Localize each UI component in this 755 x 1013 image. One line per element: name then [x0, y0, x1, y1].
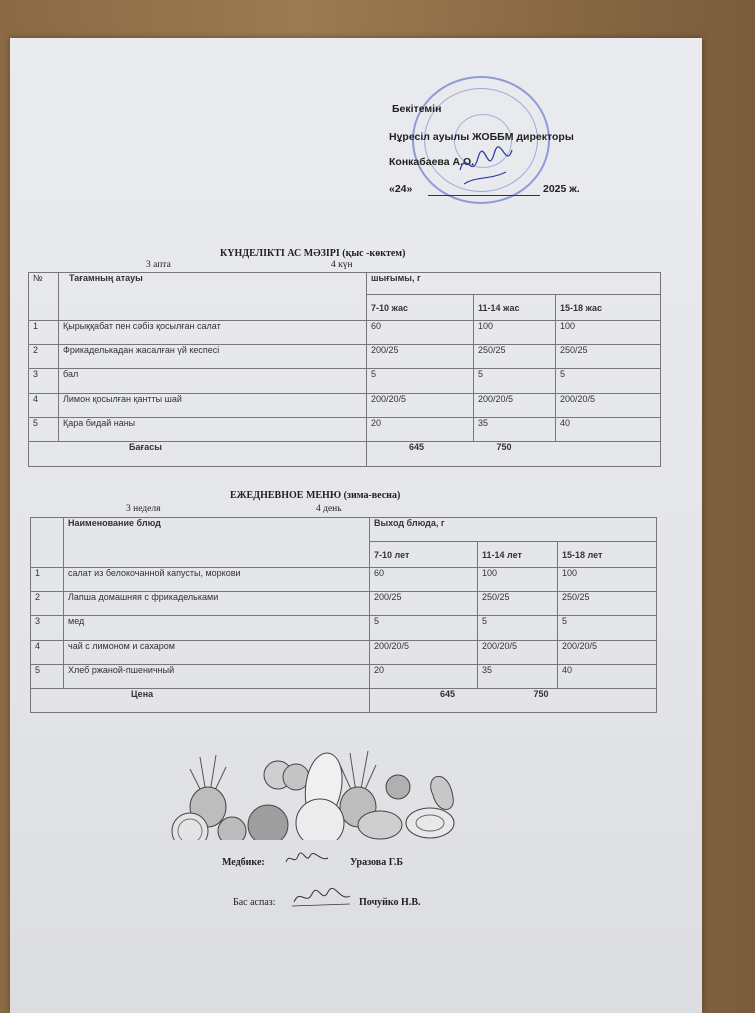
row-dish: Лимон қосылған қантты шай	[59, 394, 367, 418]
ru-menu-day: 4 день	[316, 504, 342, 514]
row-age3: 250/25	[556, 345, 661, 369]
cook-name: Почуйко Н.В.	[359, 897, 421, 908]
row-age2: 250/25	[474, 345, 556, 369]
row-age3: 5	[556, 369, 661, 394]
row-age1: 200/20/5	[370, 641, 478, 665]
row-age1: 60	[367, 321, 474, 345]
kz-price-2: 750	[496, 442, 512, 452]
table-row	[29, 345, 661, 369]
row-age2: 35	[474, 418, 556, 442]
row-age3: 250/25	[558, 592, 657, 616]
table-row	[31, 592, 657, 616]
approval-date-day: «24»	[389, 183, 413, 195]
row-age3: 100	[556, 321, 661, 345]
date-underline	[428, 195, 540, 196]
table-row	[31, 568, 657, 592]
ru-header-age1: 7-10 лет	[370, 542, 478, 568]
row-age3: 100	[558, 568, 657, 592]
row-age1: 5	[370, 616, 478, 641]
kz-menu-table	[28, 272, 661, 467]
row-age1: 5	[367, 369, 474, 394]
table-row	[29, 418, 661, 442]
row-dish: Фрикаделькадан жасалған үй кеспесі	[59, 345, 367, 369]
row-num: 4	[29, 394, 59, 418]
table-row	[29, 321, 661, 345]
row-dish: Лапша домашняя с фрикадельками	[64, 592, 370, 616]
kz-header-output: шығымы, г	[367, 273, 661, 295]
ru-menu-table	[30, 517, 657, 713]
row-num: 4	[31, 641, 64, 665]
row-num: 1	[31, 568, 64, 592]
row-dish: салат из белокочанной капусты, моркови	[64, 568, 370, 592]
ru-header-num	[31, 518, 64, 568]
kz-header-age1: 7-10 жас	[367, 295, 474, 321]
row-num: 5	[29, 418, 59, 442]
row-age1: 60	[370, 568, 478, 592]
ru-header-age2: 11-14 лет	[478, 542, 558, 568]
kz-header-age3: 15-18 жас	[556, 295, 661, 321]
row-age3: 40	[556, 418, 661, 442]
ru-price-1: 645	[440, 689, 456, 699]
kz-menu-week: 3 апта	[146, 260, 171, 270]
approval-line-3: Конкабаева А.О.	[389, 156, 475, 168]
table-row	[31, 641, 657, 665]
fruit-illustration-icon	[158, 735, 458, 840]
row-age2: 250/25	[478, 592, 558, 616]
table-row	[31, 665, 657, 689]
row-age1: 200/25	[367, 345, 474, 369]
ru-header-output: Выход блюда, г	[370, 518, 657, 542]
kz-menu-day: 4 күн	[331, 260, 353, 270]
ru-price-values	[370, 689, 657, 713]
ru-menu-title: ЕЖЕДНЕВНОЕ МЕНЮ (зима-весна)	[230, 490, 401, 501]
row-dish: Қара бидай наны	[59, 418, 367, 442]
kz-header-row	[29, 273, 661, 295]
kz-price-row	[29, 442, 661, 467]
row-age3: 200/20/5	[558, 641, 657, 665]
kz-header-age2: 11-14 жас	[474, 295, 556, 321]
row-age3: 5	[558, 616, 657, 641]
approval-year: 2025 ж.	[543, 183, 580, 195]
row-age2: 5	[474, 369, 556, 394]
ru-price-2: 750	[533, 689, 549, 699]
row-num: 3	[29, 369, 59, 394]
table-row	[31, 616, 657, 641]
cook-label: Бас аспаз:	[233, 897, 276, 908]
row-age2: 35	[478, 665, 558, 689]
row-dish: чай с лимоном и сахаром	[64, 641, 370, 665]
row-age2: 100	[478, 568, 558, 592]
row-num: 2	[29, 345, 59, 369]
row-num: 1	[29, 321, 59, 345]
kz-price-label: Бағасы	[29, 442, 367, 467]
kz-price-values	[367, 442, 661, 467]
row-num: 3	[31, 616, 64, 641]
kz-price-1: 645	[409, 442, 425, 452]
ru-price-row	[31, 689, 657, 713]
row-dish: Хлеб ржаной-пшеничный	[64, 665, 370, 689]
row-age1: 200/20/5	[367, 394, 474, 418]
row-age1: 200/25	[370, 592, 478, 616]
row-num: 5	[31, 665, 64, 689]
table-row	[29, 394, 661, 418]
kz-header-dish: Тағамның атауы	[59, 273, 367, 321]
ru-price-label: Цена	[31, 689, 370, 713]
row-dish: Қырыққабат пен сәбіз қосылған салат	[59, 321, 367, 345]
nurse-name: Уразова Г.Б	[350, 857, 404, 868]
kz-header-num: №	[29, 273, 59, 321]
row-age1: 20	[370, 665, 478, 689]
row-age3: 40	[558, 665, 657, 689]
ru-header-row	[31, 518, 657, 542]
row-age1: 20	[367, 418, 474, 442]
table-row	[29, 369, 661, 394]
ru-header-age3: 15-18 лет	[558, 542, 657, 568]
nurse-label: Медбике:	[222, 857, 265, 868]
nurse-signature-icon	[282, 848, 332, 870]
row-dish: бал	[59, 369, 367, 394]
kz-menu-title: КҮНДЕЛІКТІ АС МӘЗІРІ (қыс -көктем)	[220, 248, 406, 259]
row-age3: 200/20/5	[556, 394, 661, 418]
row-age2: 200/20/5	[474, 394, 556, 418]
cook-signature-icon	[290, 886, 354, 910]
director-signature-icon	[456, 140, 516, 190]
ru-header-dish: Наименование блюд	[64, 518, 370, 568]
ru-menu-week: 3 неделя	[126, 504, 161, 514]
row-dish: мед	[64, 616, 370, 641]
row-age2: 100	[474, 321, 556, 345]
approval-line-2: Нұресіл ауылы ЖОББМ директоры	[389, 131, 574, 143]
row-age2: 200/20/5	[478, 641, 558, 665]
row-age2: 5	[478, 616, 558, 641]
approval-line-1: Бекітемін	[392, 103, 442, 115]
row-num: 2	[31, 592, 64, 616]
